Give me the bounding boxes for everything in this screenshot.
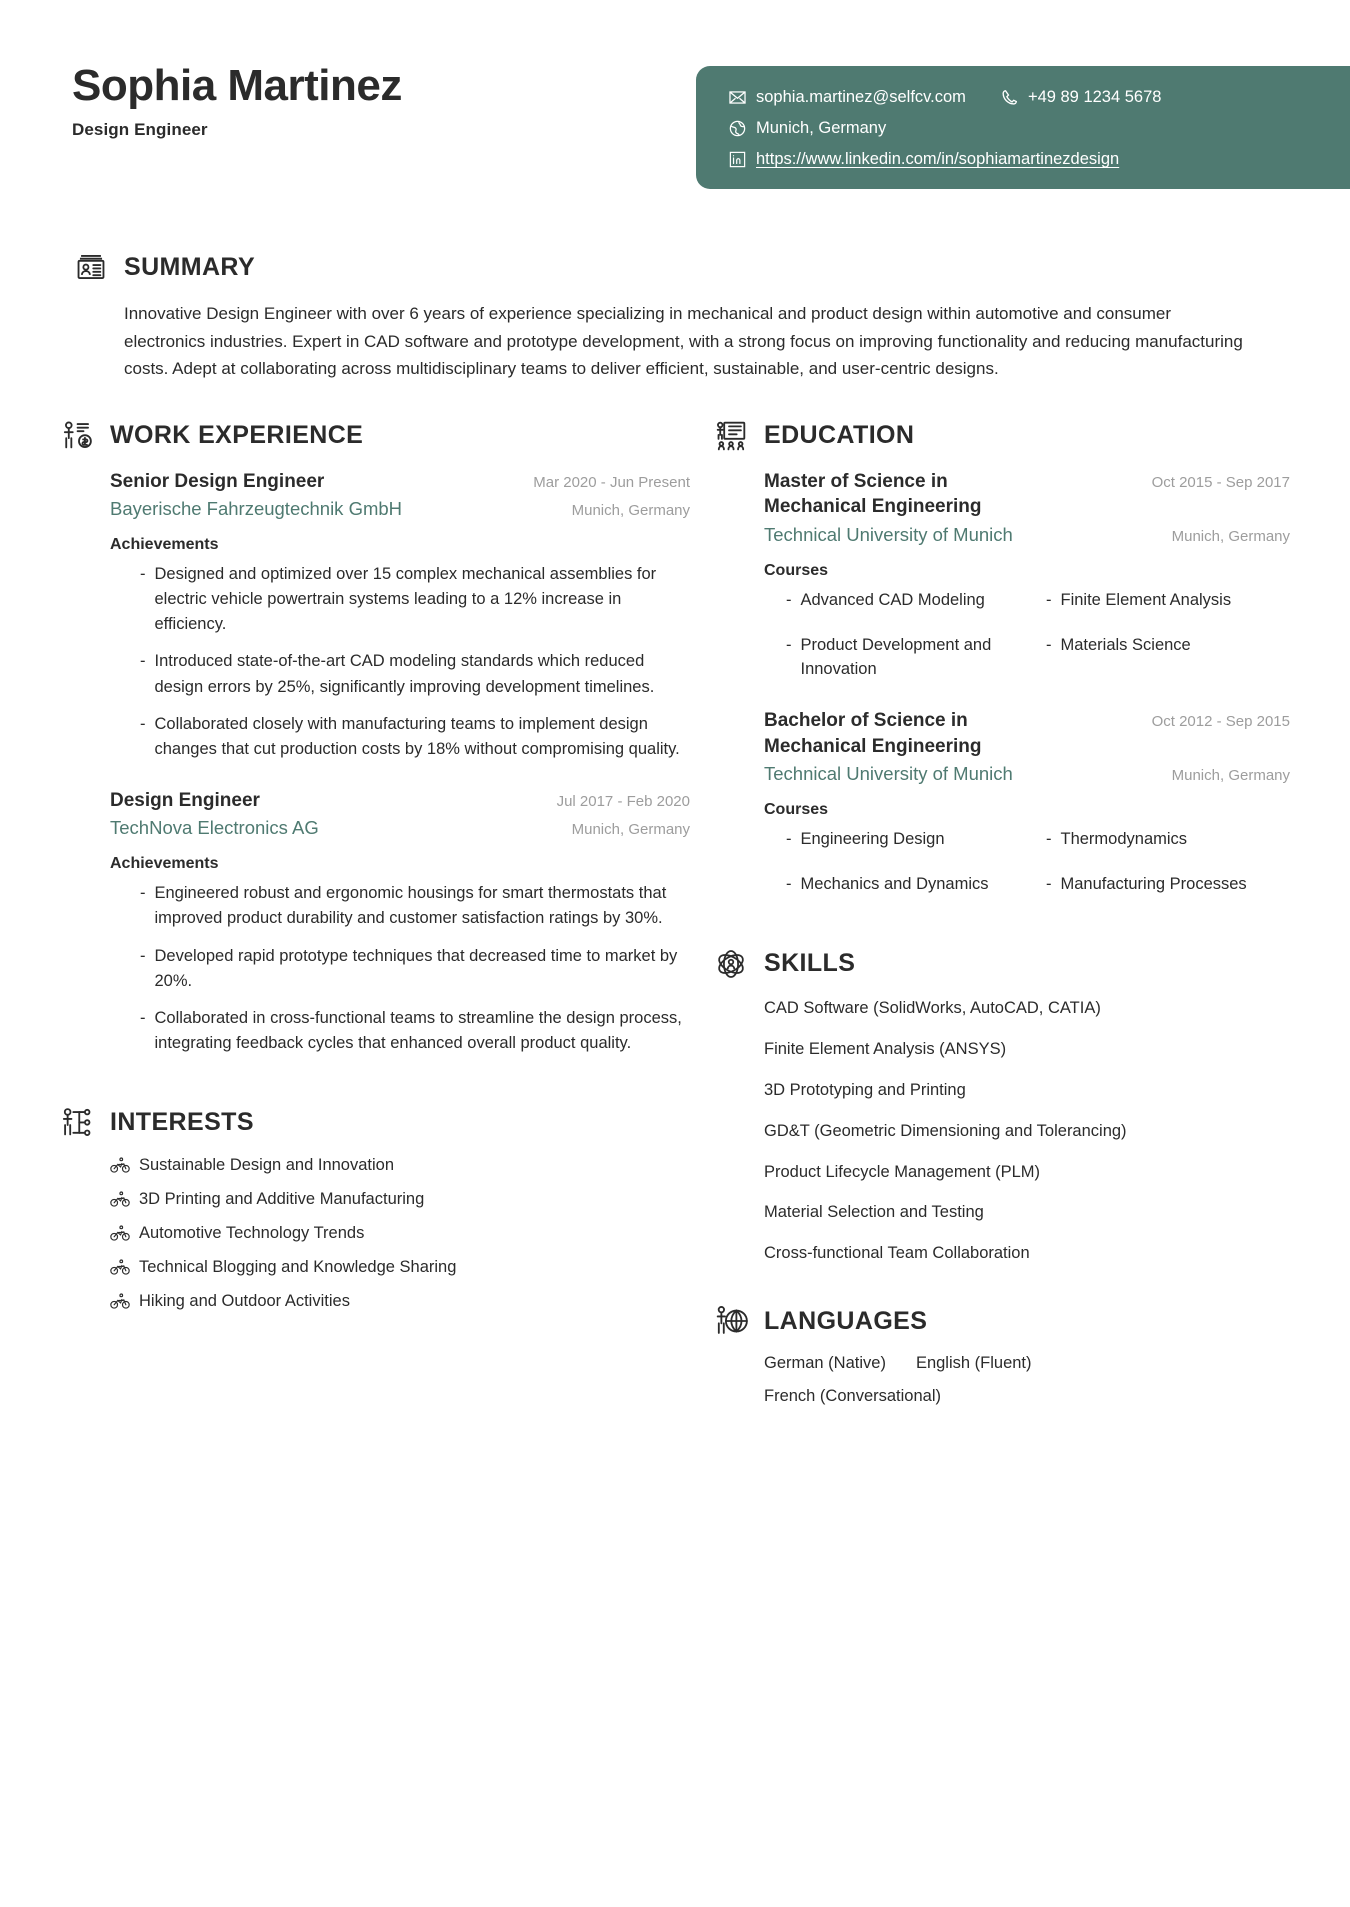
work-experience-title: WORK EXPERIENCE (110, 421, 364, 450)
education-entry-sub (764, 523, 1290, 548)
envelope-icon (728, 88, 747, 107)
interests-list (110, 1156, 690, 1311)
list-item: GD&T (Geometric Dimensioning and Tolerancing) (764, 1121, 1127, 1140)
contact-linkedin-text: https://www.linkedin.com/in/sophiamartinezdesign (756, 150, 1120, 168)
left-column (30, 417, 690, 1417)
job-title: Design Engineer (72, 120, 208, 140)
work-entry-top (110, 469, 690, 495)
work-role: Design Engineer (110, 789, 260, 811)
language-item: German (Native) (764, 1354, 886, 1373)
language-row (764, 1387, 1290, 1406)
section-spacer (712, 907, 1290, 945)
bicycle-icon (110, 1190, 130, 1208)
work-organization: Bayerische Fahrzeugtechnik GmbH (110, 498, 403, 520)
list-item: 3D Prototyping and Printing (764, 1080, 966, 1099)
bicycle-icon (110, 1292, 130, 1310)
bullet-dash: - (140, 884, 146, 903)
education-location: Munich, Germany (1171, 527, 1290, 545)
bullet-dash: - (1046, 875, 1052, 894)
work-entry-top (110, 788, 690, 814)
courses-list (764, 827, 1290, 897)
bullet-dash: - (140, 946, 146, 965)
list-item (140, 562, 690, 637)
person-network-icon (58, 1104, 96, 1142)
achievement-text: Engineered robust and ergonomic housings for smart thermostats that improved product durability and customer satisfaction ratings by 30%. (154, 884, 667, 928)
list-item (140, 712, 690, 762)
education-institution: Technical University of Munich (764, 523, 1013, 545)
list-item (140, 944, 690, 994)
course-text: Mechanics and Dynamics (800, 875, 989, 894)
summary-section (0, 248, 1350, 383)
contact-linkedin[interactable] (728, 150, 1119, 169)
bullet-dash: - (140, 1008, 146, 1027)
body-columns (0, 417, 1350, 1417)
list-item: Finite Element Analysis (ANSYS) (764, 1039, 1007, 1058)
interest-text: Automotive Technology Trends (139, 1223, 365, 1242)
achievement-text: Collaborated closely with manufacturing teams to implement design changes that cut production costs by 18% without compromising quality. (154, 714, 680, 758)
bullet-dash: - (786, 830, 792, 849)
presentation-board-icon (712, 417, 750, 455)
contact-card (696, 66, 1350, 189)
contact-email[interactable] (728, 88, 966, 107)
work-entry-sub (110, 816, 690, 841)
contact-phone-text: +49 89 1234 5678 (1027, 88, 1162, 106)
education-title: EDUCATION (764, 421, 915, 450)
education-entry (764, 708, 1290, 897)
atom-icon (712, 945, 750, 983)
language-item: English (Fluent) (915, 1354, 1032, 1373)
course-text: Product Development and Innovation (800, 635, 992, 679)
skills-title: SKILLS (764, 949, 856, 978)
work-date: Jul 2017 - Feb 2020 (556, 792, 690, 810)
education-institution: Technical University of Munich (764, 763, 1013, 785)
achievement-text: Introduced state-of-the-art CAD modeling standards which reduced design errors by 25%, significantly improving development timelines. (154, 652, 655, 696)
list-item: CAD Software (SolidWorks, AutoCAD, CATIA) (764, 998, 1101, 1017)
education-entry-top (764, 708, 1290, 759)
list-item: Product Lifecycle Management (PLM) (764, 1162, 1041, 1181)
education-entry-top (764, 469, 1290, 520)
course-text: Manufacturing Processes (1060, 875, 1247, 894)
bullet-dash: - (786, 590, 792, 609)
education-date: Oct 2015 - Sep 2017 (1151, 473, 1290, 491)
right-column (690, 417, 1290, 1417)
education-degree: Bachelor of Science in Mechanical Engineering (764, 710, 982, 757)
work-organization: TechNova Electronics AG (110, 817, 319, 839)
interest-text: Hiking and Outdoor Activities (139, 1291, 350, 1310)
bicycle-icon (110, 1224, 130, 1242)
globe-icon (728, 119, 747, 138)
achievements-list (110, 562, 690, 762)
bullet-dash: - (140, 565, 146, 584)
work-location: Munich, Germany (571, 502, 690, 520)
bicycle-icon (110, 1156, 130, 1174)
list-item (110, 1190, 690, 1209)
courses-list (764, 588, 1290, 682)
interests-section-header (58, 1104, 690, 1142)
page-title: Sophia Martinez (72, 61, 402, 110)
course-text: Thermodynamics (1060, 830, 1188, 849)
section-spacer (712, 1276, 1290, 1302)
interest-text: Technical Blogging and Knowledge Sharing (139, 1257, 457, 1276)
section-spacer (58, 1066, 690, 1104)
language-row (764, 1354, 1290, 1373)
work-entry (110, 469, 690, 762)
list-item (110, 1224, 690, 1243)
achievements-list (110, 881, 690, 1055)
bullet-dash: - (1046, 830, 1052, 849)
list-item (1046, 633, 1290, 683)
education-section (712, 417, 1290, 897)
contact-email-text: sophia.martinez@selfcv.com (756, 88, 966, 106)
skills-section (712, 945, 1290, 1266)
person-money-icon (58, 417, 96, 455)
bullet-dash: - (1046, 590, 1052, 609)
work-role: Senior Design Engineer (110, 470, 325, 492)
education-degree: Master of Science in Mechanical Engineering (764, 470, 982, 518)
bullet-dash: - (140, 714, 146, 733)
education-entry (764, 469, 1290, 683)
achievements-label: Achievements (110, 855, 219, 873)
skills-list (764, 997, 1290, 1266)
work-entry-sub (110, 497, 690, 522)
bullet-dash: - (140, 652, 146, 671)
list-item (1046, 588, 1290, 613)
list-item (140, 881, 690, 931)
contact-row-2 (728, 119, 1324, 138)
work-entry (110, 788, 690, 1056)
phone-icon (1000, 88, 1019, 107)
courses-label: Courses (764, 801, 829, 819)
bullet-dash: - (786, 635, 792, 654)
contact-phone[interactable] (1000, 88, 1162, 107)
education-entry-sub (764, 762, 1290, 787)
course-text: Engineering Design (800, 830, 945, 849)
achievement-text: Collaborated in cross-functional teams to streamline the design process, integrating feedback cycles that enhanced overall product quality. (154, 1008, 682, 1052)
bullet-dash: - (786, 875, 792, 894)
resume-header (0, 0, 1350, 240)
person-globe-icon (712, 1302, 750, 1340)
list-item (1046, 827, 1290, 852)
list-item (110, 1156, 690, 1175)
list-item (786, 827, 1030, 852)
list-item: Material Selection and Testing (764, 1203, 984, 1222)
list-item (140, 1006, 690, 1056)
work-experience-section-header (58, 417, 690, 455)
course-text: Finite Element Analysis (1060, 590, 1232, 609)
contact-location-text: Munich, Germany (756, 119, 887, 137)
list-item (110, 1292, 690, 1311)
interests-title: INTERESTS (110, 1108, 254, 1137)
interest-text: 3D Printing and Additive Manufacturing (139, 1189, 425, 1208)
list-item (786, 872, 1030, 897)
achievements-label: Achievements (110, 536, 219, 554)
languages-title: LANGUAGES (764, 1306, 928, 1335)
list-item (786, 633, 1030, 683)
list-item (110, 1258, 690, 1277)
interest-text: Sustainable Design and Innovation (139, 1155, 395, 1174)
courses-label: Courses (764, 561, 829, 579)
list-item (140, 649, 690, 699)
course-text: Materials Science (1060, 635, 1191, 654)
contact-row-1 (728, 88, 1324, 107)
languages-section (712, 1302, 1290, 1406)
education-date: Oct 2012 - Sep 2015 (1151, 713, 1290, 731)
work-experience-section (58, 417, 690, 1056)
name-block (72, 62, 402, 140)
linkedin-icon (728, 150, 747, 169)
work-location: Munich, Germany (571, 821, 690, 839)
skills-section-header (712, 945, 1290, 983)
education-section-header (712, 417, 1290, 455)
contact-row-3 (728, 150, 1324, 169)
summary-section-header (72, 248, 1278, 286)
education-location: Munich, Germany (1171, 767, 1290, 785)
achievement-text: Designed and optimized over 15 complex mechanical assemblies for electric vehicle powertrain systems leading to a 12% increase in efficiency. (154, 565, 657, 634)
list-item: Cross-functional Team Collaboration (764, 1244, 1030, 1263)
contact-location (728, 119, 886, 138)
summary-text: Innovative Design Engineer with over 6 years of experience specializing in mechanical and product design within automotive and consumer electronics industries. Expert in CAD software and prototype development, with a strong focus on improving functionality and reducing manufacturing costs. Adept at collaborating across multidisciplinary teams to deliver efficient, sustainable, and user-centric designs. (124, 304, 1243, 379)
summary-title: SUMMARY (124, 252, 256, 281)
languages-list (764, 1354, 1290, 1406)
work-date: Mar 2020 - Jun Present (533, 473, 690, 491)
language-item: French (Conversational) (764, 1387, 941, 1406)
course-text: Advanced CAD Modeling (800, 590, 985, 609)
languages-section-header (712, 1302, 1290, 1340)
achievement-text: Developed rapid prototype techniques that decreased time to market by 20%. (154, 946, 678, 990)
bullet-dash: - (1046, 635, 1052, 654)
id-card-icon (72, 248, 110, 286)
interests-section (58, 1104, 690, 1311)
bicycle-icon (110, 1258, 130, 1276)
list-item (1046, 872, 1290, 897)
list-item (786, 588, 1030, 613)
